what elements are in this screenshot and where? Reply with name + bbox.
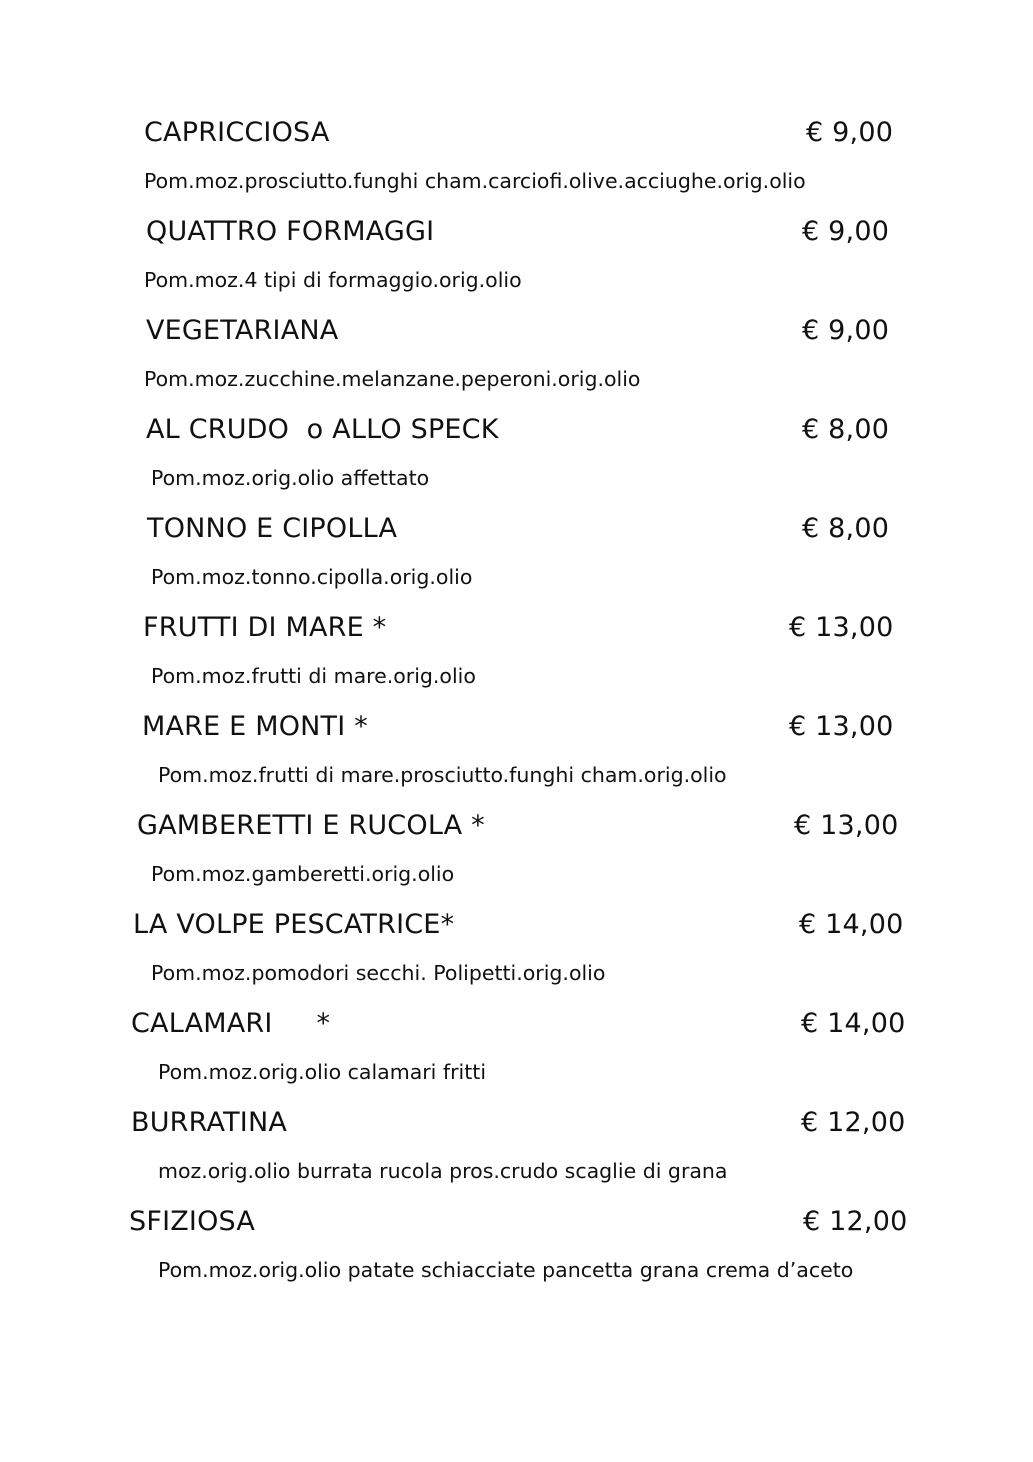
item-description: moz.orig.olio burrata rucola pros.crudo scaglie di grana	[158, 1159, 728, 1183]
item-price: € 9,00	[802, 216, 890, 247]
item-price: € 8,00	[802, 414, 890, 445]
item-name: LA VOLPE PESCATRICE*	[133, 909, 455, 940]
item-price: € 12,00	[803, 1206, 908, 1237]
item-price: € 14,00	[801, 1008, 906, 1039]
item-description: Pom.moz.zucchine.melanzane.peperoni.orig.olio	[144, 367, 641, 391]
menu-item-gamberetti-e-rucola	[0, 811, 1033, 910]
item-name: CALAMARI *	[131, 1008, 331, 1039]
item-name: FRUTTI DI MARE *	[143, 612, 387, 643]
menu-item-vegetariana	[0, 316, 1033, 415]
menu-item-quattro-formaggi	[0, 217, 1033, 316]
item-name: TONNO E CIPOLLA	[147, 513, 398, 544]
menu-item-mare-e-monti	[0, 712, 1033, 811]
menu-item-la-volpe-pescatrice	[0, 910, 1033, 1009]
menu-item-al-crudo	[0, 415, 1033, 514]
item-description: Pom.moz.orig.olio affettato	[151, 466, 430, 490]
item-description: Pom.moz.frutti di mare.prosciutto.funghi cham.orig.olio	[158, 763, 727, 787]
item-price: € 13,00	[794, 810, 899, 841]
item-description: Pom.moz.orig.olio patate schiacciate pancetta grana crema d’aceto	[158, 1258, 854, 1282]
item-name: AL CRUDO o ALLO SPECK	[146, 414, 499, 445]
menu-item-burratina	[0, 1108, 1033, 1207]
menu-item-calamari	[0, 1009, 1033, 1108]
item-price: € 13,00	[789, 612, 894, 643]
item-price: € 8,00	[802, 513, 890, 544]
item-name: VEGETARIANA	[146, 315, 339, 346]
item-price: € 12,00	[801, 1107, 906, 1138]
item-description: Pom.moz.tonno.cipolla.orig.olio	[151, 565, 473, 589]
item-description: Pom.moz.prosciutto.funghi cham.carciofi.olive.acciughe.orig.olio	[144, 169, 806, 193]
item-name: CAPRICCIOSA	[144, 117, 330, 148]
item-description: Pom.moz.orig.olio calamari fritti	[158, 1060, 487, 1084]
item-description: Pom.moz.pomodori secchi. Polipetti.orig.olio	[151, 961, 606, 985]
menu-item-capricciosa	[0, 118, 1033, 217]
item-description: Pom.moz.gamberetti.orig.olio	[151, 862, 455, 886]
item-price: € 13,00	[789, 711, 894, 742]
item-price: € 14,00	[799, 909, 904, 940]
menu-item-sfiziosa	[0, 1207, 1033, 1306]
item-name: BURRATINA	[131, 1107, 288, 1138]
item-name: QUATTRO FORMAGGI	[146, 216, 435, 247]
item-description: Pom.moz.frutti di mare.orig.olio	[151, 664, 476, 688]
item-price: € 9,00	[806, 117, 894, 148]
item-description: Pom.moz.4 tipi di formaggio.orig.olio	[144, 268, 522, 292]
menu-item-frutti-di-mare	[0, 613, 1033, 712]
menu-item-tonno-e-cipolla	[0, 514, 1033, 613]
item-name: GAMBERETTI E RUCOLA *	[137, 810, 485, 841]
item-name: SFIZIOSA	[129, 1206, 256, 1237]
item-name: MARE E MONTI *	[142, 711, 368, 742]
item-price: € 9,00	[802, 315, 890, 346]
